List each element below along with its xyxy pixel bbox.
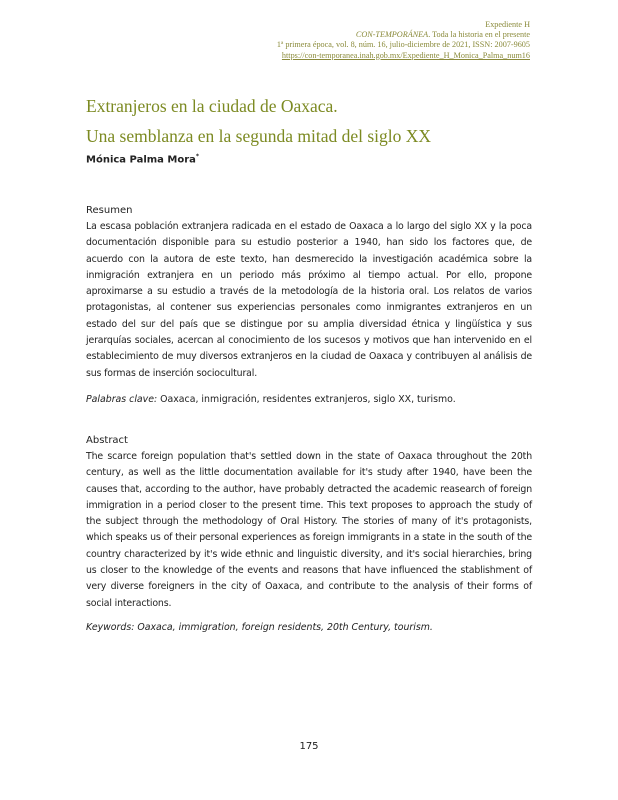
article-title-line1: Extranjeros en la ciudad de Oaxaca. xyxy=(86,96,338,116)
author-name: Mónica Palma Mora xyxy=(86,154,196,166)
header-journal-line xyxy=(110,30,530,40)
resumen-text: La escasa población extranjera radicada en el estado de Oaxaca a lo largo del siglo XX y la poca documentación disponible para su estudio posterior a 1940, han sido los factores que, de acuerdo con la autora de este texto, han desmerecido la investigación académica sobre la inmigración extranjera en un periodo más próximo al tiempo actual. Por ello, propone aproximarse a su estudio a través de la metodología de la historia oral. Los relatos de varios protagonistas, al contener sus experiencias personales como inmigrantes extranjeros en un estado del sur del país que se distingue por su amplia diversidad étnica y lingüística y sus jerarquías sociales, acercan al conocimiento de los sucesos y motivos que han intervenido en el establecimiento de muy diversos extranjeros en la ciudad de Oaxaca y contribuyen al análisis de sus formas de inserción sociocultural. xyxy=(86,221,532,379)
resumen-keywords xyxy=(86,394,532,405)
abstract-heading: Abstract xyxy=(86,435,128,446)
resumen-heading: Resumen xyxy=(86,205,133,216)
resumen-section xyxy=(86,205,532,405)
header-article-link[interactable]: https://con-temporanea.inah.gob.mx/Expediente_H_Monica_Palma_num16 xyxy=(281,50,530,60)
abstract-text: The scarce foreign population that's settled down in the state of Oaxaca throughout the 20th century, as well as the little documentation available for it's study after 1940, have been the causes that, according to the author, have probably detracted the academic reasearch of foreign immigration in a period closer to the present time. This text proposes to approach the study of the subject through the methodology of Oral History. The stories of many of it's protagonists, which speaks us of their personal experiences as foreign immigrants in a state in the south of the country characterized by it's wide ethnic and linguistic diversity, and it's social hierarchies, bring us closer to the knowledge of the events and reasons that have influenced the stablishment of very diverse foreigners in the city of Oaxaca, and contribute to the analysis of their forms of social interactions. xyxy=(86,451,532,609)
page-number: 175 xyxy=(299,741,319,752)
header-journal-name: CON-TEMPORÁNEA xyxy=(355,30,429,40)
article-title-line2: Una semblanza en la segunda mitad del siglo XX xyxy=(86,126,432,146)
running-header xyxy=(110,20,530,61)
abstract-section xyxy=(86,435,532,633)
resumen-keywords-list: Oaxaca, inmigración, residentes extranjeros, siglo XX, turismo. xyxy=(157,393,456,405)
abstract-keywords: Keywords: Oaxaca, immigration, foreign residents, 20th Century, tourism. xyxy=(86,621,433,633)
header-journal-subtitle: . Toda la historia en el presente xyxy=(428,30,530,40)
author-footnote-mark[interactable]: * xyxy=(195,153,200,160)
header-issue-info: 1ª primera época, vol. 8, núm. 16, julio-diciembre de 2021, ISSN: 2007-9605 xyxy=(276,40,530,50)
header-section-name: Expediente H xyxy=(485,20,530,29)
resumen-keywords-label: Palabras clave: xyxy=(86,393,158,405)
author-name-line xyxy=(86,153,199,165)
